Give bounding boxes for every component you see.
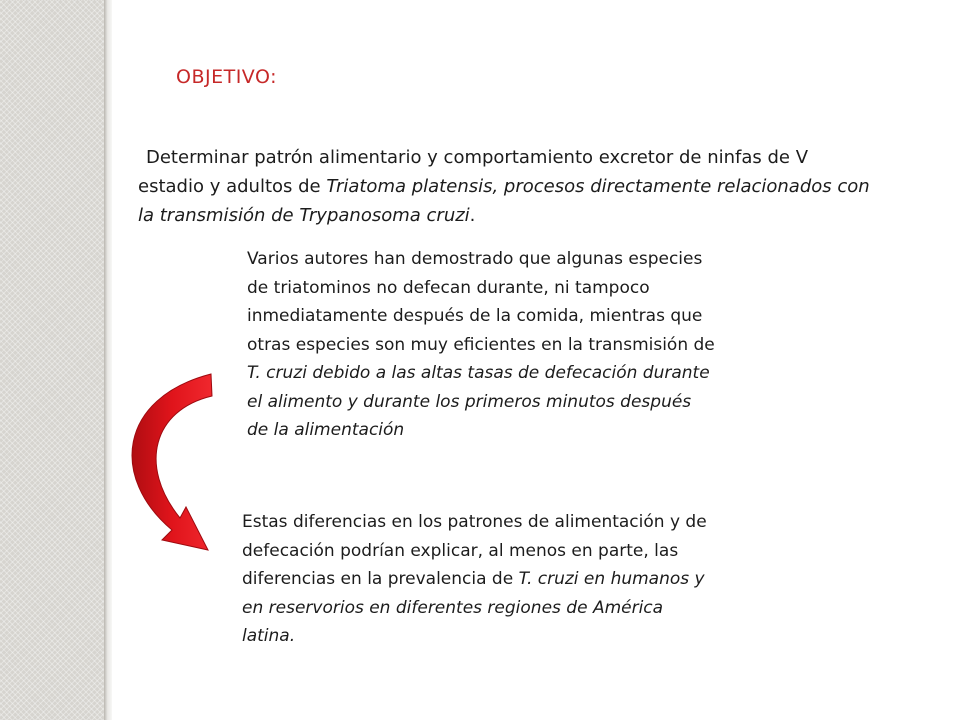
paragraph-differences-italic: T. cruzi en humanos y en reservorios en diferentes regiones de América latina. [242, 569, 705, 646]
objective-species: Triatoma platensis [326, 176, 493, 197]
objective-end: . [469, 205, 476, 226]
curved-arrow-icon [108, 368, 218, 558]
side-band-edge [104, 0, 112, 720]
objective-middle: , procesos directamente relacionados con la transmisión de [138, 176, 870, 226]
slide-title: OBJETIVO: [176, 66, 277, 88]
paragraph-authors-italic: T. cruzi debido a las altas tasas de defecación durante el alimento y durante los primeros minutos después de la alimentación [247, 363, 710, 440]
paragraph-differences-text: Estas diferencias en los patrones de alimentación y de defecación podrían explicar, al menos en parte, las diferencias en la prevalencia de [242, 512, 707, 589]
objective-parasite: Trypanosoma cruzi [299, 205, 470, 226]
paragraph-authors-text: Varios autores han demostrado que algunas especies de triatominos no defecan durante, ni tampoco inmediatamente después de la comida, mientras que otras especies son muy eficientes en la transmisión de [247, 249, 715, 355]
objective-lead: Determinar patrón alimentario y comportamiento excretor de ninfas de V estadio y adultos de [138, 147, 809, 197]
arrow-shape [132, 374, 212, 550]
paragraph-differences [242, 508, 712, 651]
objective-text [138, 143, 878, 230]
paragraph-authors [247, 245, 717, 445]
decorative-side-band [0, 0, 104, 720]
